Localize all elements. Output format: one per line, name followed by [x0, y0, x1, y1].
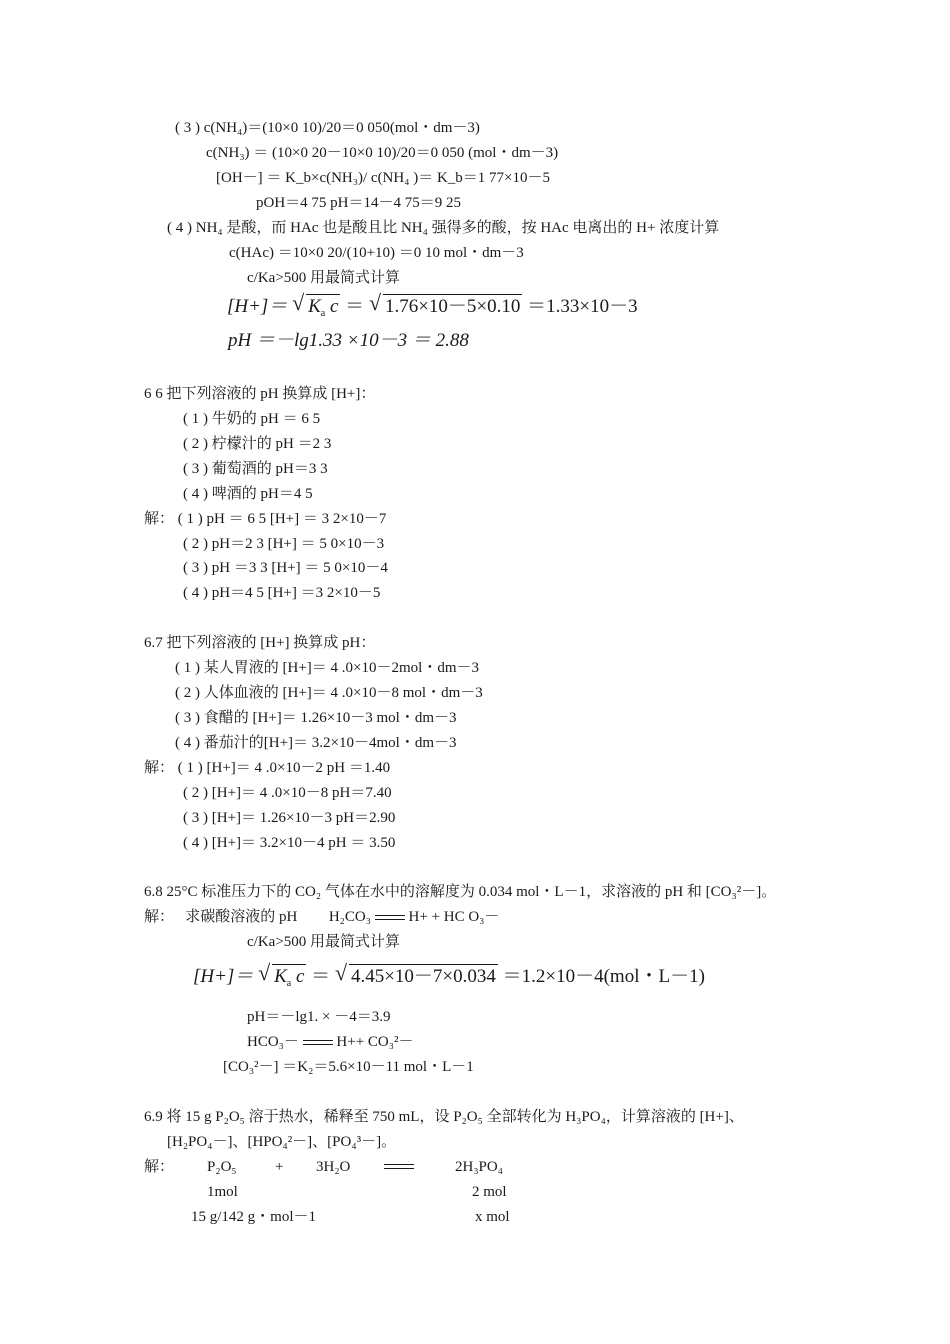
eq-69-label: 解： [144, 1159, 175, 1175]
text-line: ( 1 ) 牛奶的 pH ＝ 6 5 [183, 411, 321, 427]
text-line: ( 2 ) 人体血液的 [H+]＝ 4 .0×10－8 mol・dm－3 [175, 685, 483, 701]
equilibrium-arrow-icon [375, 913, 405, 923]
text-line: 6.9 将 15 g P₂O₅ 溶于热水，稀释至 750 mL，设 P₂O₅ 全部转化为 H₃PO₄，计算溶液的 [H+]、 [144, 1109, 744, 1125]
eq-68-label: 解： 求碳酸溶液的 pH [144, 909, 298, 925]
equilibrium-arrow-icon [384, 1162, 414, 1172]
text-line: ( 4 ) [H+]＝ 3.2×10－4 pH ＝ 3.50 [183, 835, 396, 851]
sqrt-symbol-3 [258, 964, 306, 996]
text-line: c/Ka>500 用最简式计算 [247, 934, 401, 950]
ka-symbol-2: K [274, 966, 287, 987]
text-line: 6.7 把下列溶液的 [H+] 换算成 pH： [144, 635, 376, 651]
eq-68-lhs: [H+]＝ [193, 966, 254, 987]
text-line: [OH－] ＝ K_b×c(NH₃)/ c(NH₄ )＝ K_b＝1 77×10－5 [216, 170, 550, 186]
eq-68-product: H+ + HC O₃－ [408, 909, 500, 925]
radicand: 1.76×10－5×0.10 [384, 296, 521, 317]
eq-h-concentration [227, 294, 638, 326]
text-line: c(NH₃) ＝ (10×0 20－10×0 10)/20＝0 050 (mol・dm－3) [206, 145, 559, 161]
eq-69-p2o5: P₂O₅ [207, 1159, 237, 1175]
text-line: [H₂PO₄－]、[HPO₄²－]、[PO₄³－]。 [167, 1134, 397, 1150]
eq-ph-text: pH ＝－lg1.33 ×10－3 ＝ 2.88 [228, 330, 469, 351]
text-line: 解： ( 1 ) [H+]＝ 4 .0×10－2 pH ＝1.40 [144, 760, 391, 776]
eq-lhs: [H+]＝ [227, 296, 288, 317]
c-symbol: c [329, 296, 339, 317]
text-line: pOH＝4 75 pH＝14－4 75＝9 25 [256, 195, 461, 211]
eq-68-result: ＝1.2×10－4(mol・L－1) [502, 966, 705, 987]
text-line: 15 g/142 g・mol－1 [191, 1209, 317, 1225]
text-line: 6.8 25°C 标准压力下的 CO₂ 气体在水中的溶解度为 0.034 mol・L－1，求溶液的 pH 和 [CO₃²－]。 [144, 884, 777, 900]
text-line: 6 6 把下列溶液的 pH 换算成 [H+]： [144, 386, 376, 402]
text-line: 解： ( 1 ) pH ＝ 6 5 [H+] ＝ 3 2×10－7 [144, 511, 387, 527]
eq-ph-result [228, 329, 469, 353]
text-line: ( 3 ) [H+]＝ 1.26×10－3 pH＝2.90 [183, 810, 396, 826]
text-line: ( 3 ) 葡萄酒的 pH＝3 3 [183, 461, 328, 477]
sqrt-symbol-2 [369, 294, 522, 319]
text-line: ( 2 ) [H+]＝ 4 .0×10－8 pH＝7.40 [183, 785, 392, 801]
eq-68-header [144, 908, 499, 926]
ka-subscript: a [320, 308, 326, 319]
text-line: c(HAc) ＝10×0 20/(10+10) ＝0 10 mol・dm－3 [229, 245, 524, 261]
eq-sign-2: ＝ [311, 966, 331, 987]
sqrt-symbol [292, 294, 340, 326]
eq-68-reactant: H₂CO₃ [328, 909, 371, 925]
text-line: [CO₃²－] ＝K₂＝5.6×10－11 mol・L－1 [223, 1059, 474, 1075]
text-line: pH＝－lg1. × －4＝3.9 [247, 1009, 391, 1025]
text-line: 1mol [207, 1184, 238, 1200]
eq-69-plus: + [275, 1159, 284, 1175]
text-line: ( 1 ) 某人胃液的 [H+]＝ 4 .0×10－2mol・dm－3 [175, 660, 479, 676]
text-line: ( 4 ) 啤酒的 pH＝4 5 [183, 486, 313, 502]
c-symbol-2: c [295, 966, 305, 987]
text-line: x mol [475, 1209, 510, 1225]
text-line: ( 4 ) 番茄汁的[H+]＝ 3.2×10－4mol・dm－3 [175, 735, 457, 751]
text-line: ( 2 ) 柠檬汁的 pH ＝2 3 [183, 436, 332, 452]
sqrt-symbol-4 [335, 964, 498, 989]
eq-69-reaction [144, 1158, 564, 1176]
hco3-reactant: HCO₃－ [247, 1034, 299, 1050]
eq-result: ＝1.33×10－3 [527, 296, 638, 317]
text-line: ( 3 ) pH ＝3 3 [H+] ＝ 5 0×10－4 [183, 560, 388, 576]
text-line: ( 3 ) 食醋的 [H+]＝ 1.26×10－3 mol・dm－3 [175, 710, 457, 726]
eq-68-hco3 [247, 1033, 413, 1051]
equilibrium-arrow-icon [303, 1038, 333, 1048]
ka-symbol: K [308, 296, 321, 317]
text-line: ( 4 ) NH₄ 是酸，而 HAc 也是酸且比 NH₄ 强得多的酸，按 HAc 电离出的 H+ 浓度计算 [167, 220, 720, 236]
eq-68-h-concentration [193, 964, 705, 996]
hco3-product: H++ CO₃²－ [336, 1034, 414, 1050]
ka-subscript-2: a [286, 978, 292, 989]
eq-sign: ＝ [345, 296, 365, 317]
text-line: ( 3 ) c(NH₄)＝(10×0 10)/20＝0 050(mol・dm－3) [175, 120, 480, 136]
eq-69-h2o: 3H₂O [316, 1159, 351, 1175]
text-line: c/Ka>500 用最简式计算 [247, 270, 401, 286]
text-line: ( 2 ) pH＝2 3 [H+] ＝ 5 0×10－3 [183, 536, 385, 552]
text-line: ( 4 ) pH＝4 5 [H+] ＝3 2×10－5 [183, 585, 381, 601]
eq-69-h3po4: 2H₃PO₄ [455, 1159, 503, 1175]
radicand-2: 4.45×10－7×0.034 [350, 966, 496, 987]
text-line: 2 mol [472, 1184, 507, 1200]
